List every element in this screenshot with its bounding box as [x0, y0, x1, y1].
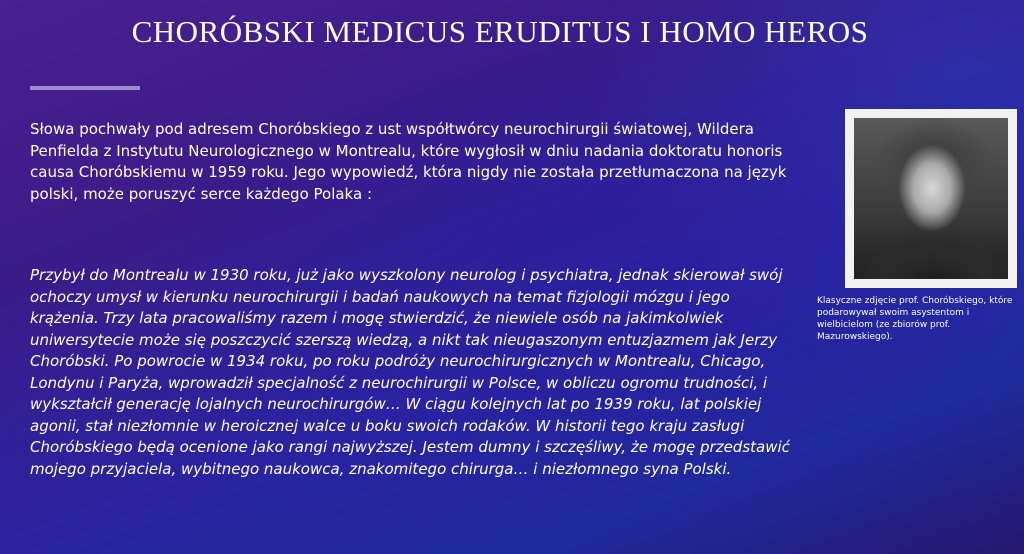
portrait-photo	[854, 118, 1008, 279]
title-underline	[30, 86, 140, 90]
slide-title: CHORÓBSKI MEDICUS ERUDITUS I HOMO HEROS	[131, 14, 869, 49]
photo-caption: Klasyczne zdjęcie prof. Choróbskiego, które podarowywał swoim asystentom i wielbicielom (ze zbiorów prof. Mazurowskiego).	[817, 296, 1013, 342]
portrait-photo-frame	[845, 109, 1017, 288]
intro-paragraph: Słowa pochwały pod adresem Choróbskiego z ust współtwórcy neurochirurgii światowej, Wildera Penfielda z Instytutu Neurologicznego w Montrealu, które wygłosił w dniu nadania doktoratu honoris causa Choróbskiemu w 1959 roku. Jego wypowiedź, która nigdy nie została przetłumaczona na język polski, może poruszyć serce każdego Polaka :	[30, 120, 787, 203]
penfield-quote: Przybył do Montrealu w 1930 roku, już jako wyszkolony neurolog i psychiatra, jednak skierował swój ochoczy umysł w kierunku neurochirurgii i badań naukowych na temat fizjologii mózgu i jego krążenia. Trzy lata pracowaliśmy razem i mogę stwierdzić, że niewiele osób na jakimkolwiek uniwersytecie może się poszczycić szerszą wiedzą, a nikt tak nieugaszonym entuzjazmem jak Jerzy Choróbski. Po powrocie w 1934 roku, po roku podróży neurochirurgicznych w Montrealu, Chicago, Londynu i Paryża, wprowadził specjalność z neurochirurgii w Polsce, w obliczu ogromu trudności, i wykształcił generację lojalnych neurochirurgów… W ciągu kolejnych lat po 1939 roku, lat polskiej agonii, stał niezłomnie w heroicznej walce u boku swoich rodaków. W historii tego kraju zasługi Choróbskiego będą ocenione jako rangi najwyższej. Jestem dumny i szczęśliwy, że mogę przedstawić mojego przyjaciela, wybitnego naukowca, znakomitego chirurga… i niezłomnego syna Polski.	[30, 266, 790, 478]
